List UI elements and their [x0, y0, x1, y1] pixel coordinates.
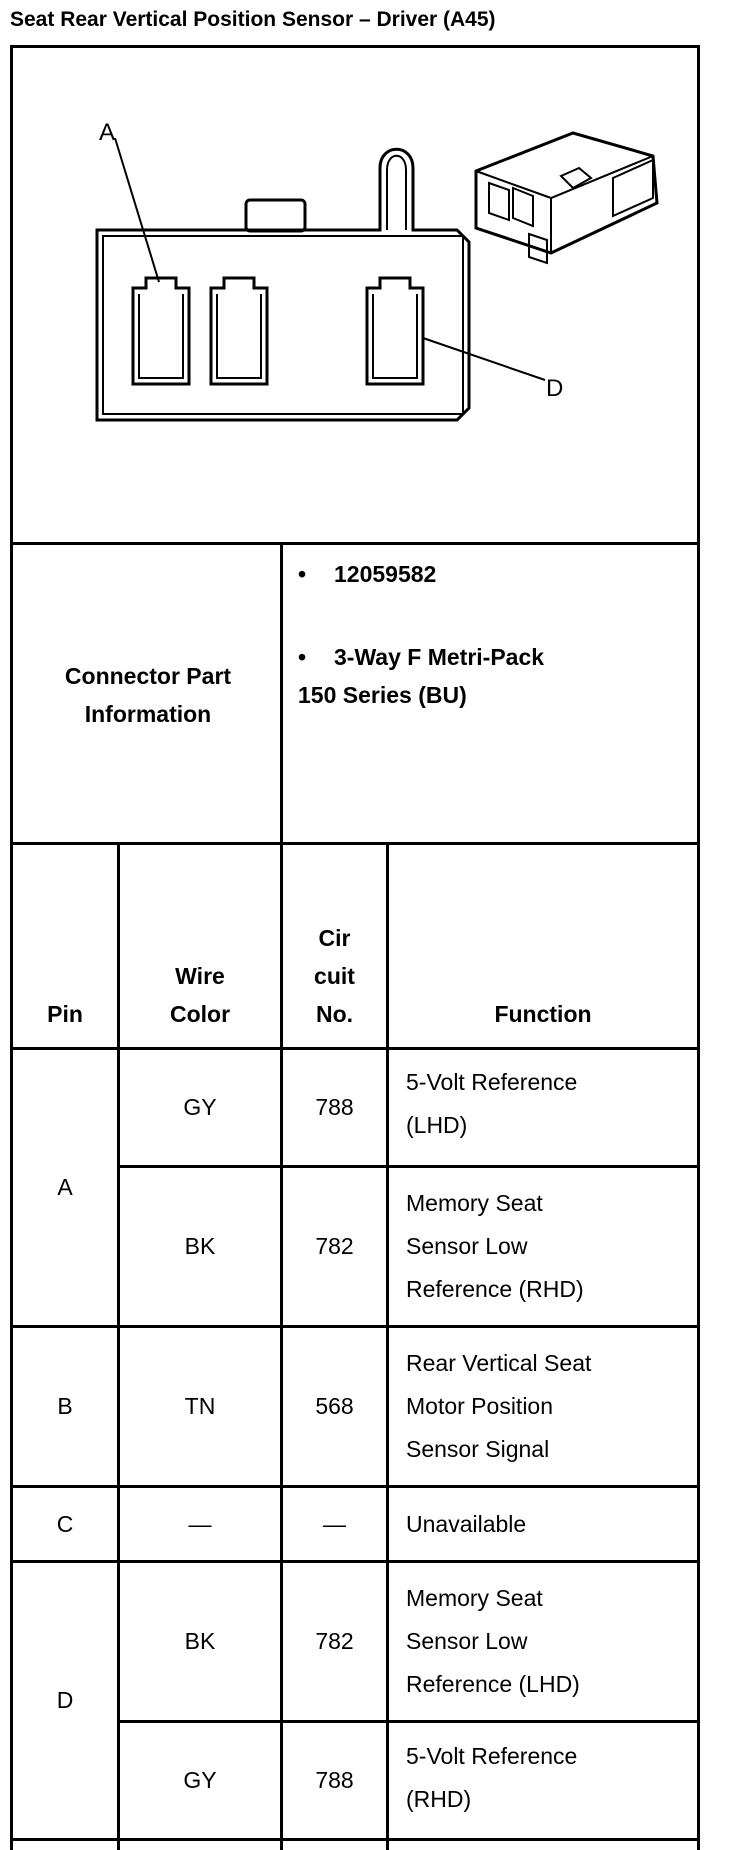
header-circuit-no: Cir cuit No.	[314, 925, 355, 1027]
wire-color-cell: GY	[183, 1094, 217, 1120]
diagram-label-d: D	[546, 375, 564, 402]
function-cell: Rear Vertical Seat Motor Position Sensor Signal	[406, 1350, 592, 1462]
divider	[13, 1838, 697, 1841]
circuit-cell: —	[323, 1510, 346, 1537]
wire-color-cell: TN	[184, 1393, 216, 1419]
part-number-line: • 12059582	[298, 561, 437, 587]
header-pin: Pin	[47, 1001, 83, 1027]
circuit-cell: 788	[315, 1094, 354, 1120]
function-cell: 5-Volt Reference (LHD)	[406, 1069, 578, 1138]
wire-color-cell: GY	[183, 1767, 217, 1793]
function-cell: Memory Seat Sensor Low Reference (RHD)	[406, 1190, 584, 1302]
connector-part-label: Connector Part Information	[64, 663, 232, 727]
function-cell: Unavailable	[406, 1511, 527, 1537]
pin-cell: B	[57, 1393, 73, 1419]
wire-color-cell: —	[188, 1510, 212, 1537]
connector-diagram	[13, 45, 697, 545]
wire-color-cell: BK	[184, 1628, 216, 1654]
pin-cell: D	[56, 1687, 74, 1713]
wire-color-cell: BK	[184, 1233, 216, 1259]
connector-face-drawing	[13, 48, 697, 548]
header-wire-color: Wire Color	[169, 963, 231, 1027]
circuit-cell: 782	[315, 1628, 354, 1654]
diagram-label-a: A	[99, 119, 116, 146]
page-title: Seat Rear Vertical Position Sensor – Driver (A45)	[10, 8, 496, 31]
circuit-cell: 782	[315, 1233, 354, 1259]
part-number: 12059582	[334, 561, 437, 587]
pin-cell: A	[57, 1174, 73, 1200]
pin-cell: C	[56, 1510, 74, 1537]
circuit-cell: 568	[315, 1393, 354, 1419]
circuit-cell: 788	[315, 1767, 354, 1793]
function-cell: Memory Seat Sensor Low Reference (LHD)	[406, 1585, 580, 1697]
function-cell: 5-Volt Reference (RHD)	[406, 1743, 578, 1812]
divider	[13, 842, 697, 845]
connector-table	[10, 45, 700, 1850]
header-function: Function	[494, 1001, 592, 1027]
part-description: • 3-Way F Metri-Pack 150 Series (BU)	[298, 644, 545, 708]
